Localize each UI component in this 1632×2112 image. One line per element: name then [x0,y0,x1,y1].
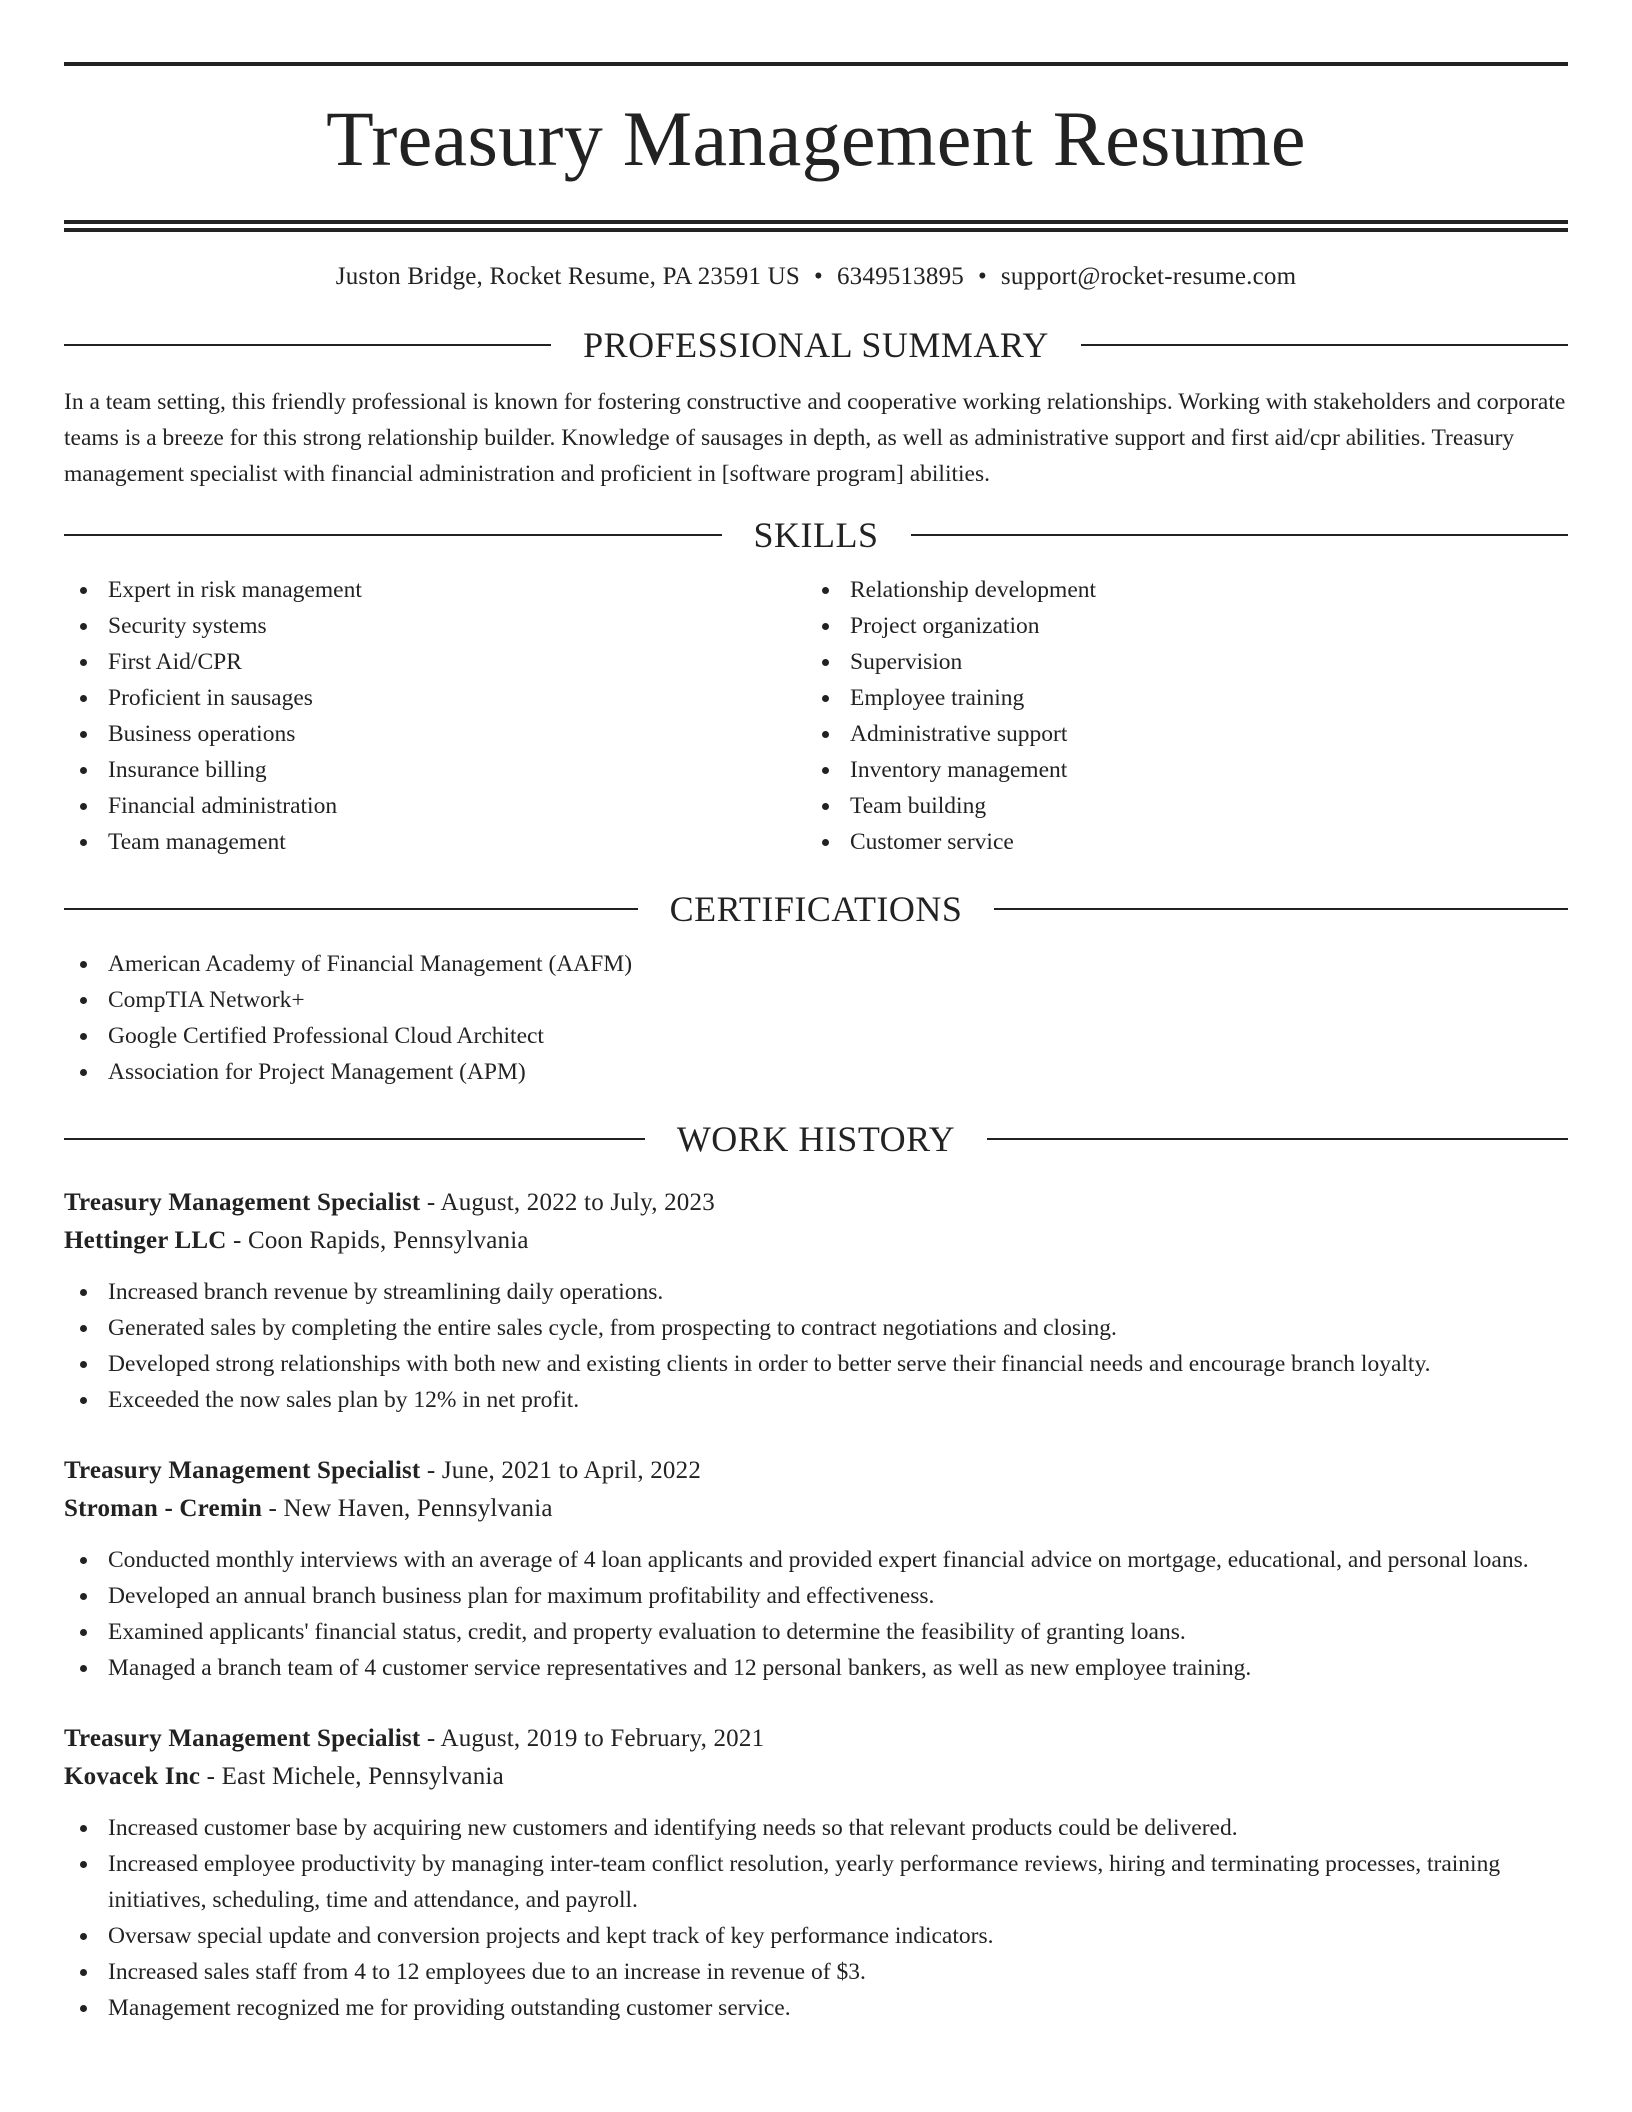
section-header-work [64,1116,1568,1162]
job-bullets [64,1810,1568,2026]
list-item: Increased sales staff from 4 to 12 employees due to an increase in revenue of $3. [64,1954,1568,1990]
job-entry [64,1720,1568,2026]
list-item: Business operations [64,716,806,752]
job-title-line [64,1720,1568,1758]
job-entry [64,1184,1568,1418]
contact-email: support@rocket-resume.com [1000,263,1297,290]
list-item: Security systems [64,608,806,644]
job-location: - New Haven, Pennsylvania [262,1495,553,1522]
divider [1081,344,1568,346]
list-item: Customer service [806,824,1548,860]
list-item: Increased branch revenue by streamlining daily operations. [64,1274,1568,1310]
list-item: Insurance billing [64,752,806,788]
contact-line [64,260,1568,294]
job-entry [64,1452,1568,1686]
list-item: First Aid/CPR [64,644,806,680]
job-title: Treasury Management Specialist [64,1189,421,1216]
contact-phone: 6349513895 [836,263,964,290]
list-item: Exceeded the now sales plan by 12% in net profit. [64,1382,1568,1418]
list-item: Financial administration [64,788,806,824]
list-item: Supervision [806,644,1548,680]
job-bullets [64,1274,1568,1418]
job-dates: - August, 2019 to February, 2021 [420,1725,765,1752]
list-item: Association for Project Management (APM) [64,1054,1568,1090]
section-header-skills [64,512,1568,558]
section-title: SKILLS [753,515,879,555]
divider [64,908,638,910]
list-item: Increased employee productivity by managing inter-team conflict resolution, yearly performance reviews, hiring and terminating processes, training initiatives, scheduling, time and attendance, and payroll. [64,1846,1568,1918]
contact-separator: • [814,263,823,290]
list-item: American Academy of Financial Management (AAFM) [64,946,1568,982]
top-rule [64,62,1568,66]
divider [911,534,1569,536]
job-bullets [64,1542,1568,1686]
list-item: Developed strong relationships with both new and existing clients in order to better serve their financial needs and encourage branch loyalty. [64,1346,1568,1382]
list-item: Team building [806,788,1548,824]
section-header-summary [64,322,1568,368]
job-location: - East Michele, Pennsylvania [200,1763,504,1790]
section-title: PROFESSIONAL SUMMARY [583,325,1049,365]
divider [987,1138,1568,1140]
summary-text: In a team setting, this friendly professional is known for fostering constructive and cooperative working relationships. Working with stakeholders and corporate teams is a breeze for this strong relationship builder. Knowledge of sausages in depth, as well as administrative support and first aid/cpr abilities. Treasury management specialist with financial administration and proficient in [software program] abilities. [64,389,1566,487]
divider [994,908,1568,910]
list-item: Management recognized me for providing outstanding customer service. [64,1990,1568,2026]
job-title: Treasury Management Specialist [64,1457,421,1484]
job-company-line [64,1758,1568,1796]
list-item: Generated sales by completing the entire sales cycle, from prospecting to contract negotiations and closing. [64,1310,1568,1346]
job-company-line [64,1490,1568,1528]
job-company: Kovacek Inc [64,1763,201,1790]
list-item: Developed an annual branch business plan for maximum profitability and effectiveness. [64,1578,1568,1614]
job-company-line [64,1222,1568,1260]
list-item: Relationship development [806,572,1548,608]
job-title-line [64,1184,1568,1222]
list-item: Oversaw special update and conversion projects and kept track of key performance indicators. [64,1918,1568,1954]
divider [64,534,722,536]
section-title: WORK HISTORY [676,1119,956,1159]
contact-separator: • [977,263,987,290]
certifications-list [64,946,1568,1090]
list-item: Administrative support [806,716,1548,752]
job-company: Hettinger LLC [64,1227,227,1254]
list-item: Project organization [806,608,1548,644]
divider [64,344,551,346]
list-item: Employee training [806,680,1548,716]
job-title-line [64,1452,1568,1490]
skills-column-left [64,572,806,860]
resume-page [64,62,1568,2026]
job-company: Stroman - Cremin [64,1495,263,1522]
list-item: Google Certified Professional Cloud Architect [64,1018,1568,1054]
job-location: - Coon Rapids, Pennsylvania [226,1227,529,1254]
list-item: Managed a branch team of 4 customer service representatives and 12 personal bankers, as well as new employee training. [64,1650,1568,1686]
skills-column-right [806,572,1548,860]
list-item: Inventory management [806,752,1548,788]
list-item: Proficient in sausages [64,680,806,716]
list-item: Expert in risk management [64,572,806,608]
list-item: CompTIA Network+ [64,982,1568,1018]
contact-address: Juston Bridge, Rocket Resume, PA 23591 US [335,263,801,290]
title-double-rule [64,220,1568,232]
section-title: CERTIFICATIONS [669,889,963,929]
divider [64,1138,645,1140]
job-dates: - June, 2021 to April, 2022 [420,1457,702,1484]
list-item: Team management [64,824,806,860]
page-title: Treasury Management Resume [326,95,1306,182]
list-item: Examined applicants' financial status, credit, and property evaluation to determine the feasibility of granting loans. [64,1614,1568,1650]
job-dates: - August, 2022 to July, 2023 [420,1189,715,1216]
job-title: Treasury Management Specialist [64,1725,421,1752]
section-header-certifications [64,886,1568,932]
skills-list [64,572,1568,860]
list-item: Conducted monthly interviews with an average of 4 loan applicants and provided expert financial advice on mortgage, educational, and personal loans. [64,1542,1568,1578]
list-item: Increased customer base by acquiring new customers and identifying needs so that relevant products could be delivered. [64,1810,1568,1846]
